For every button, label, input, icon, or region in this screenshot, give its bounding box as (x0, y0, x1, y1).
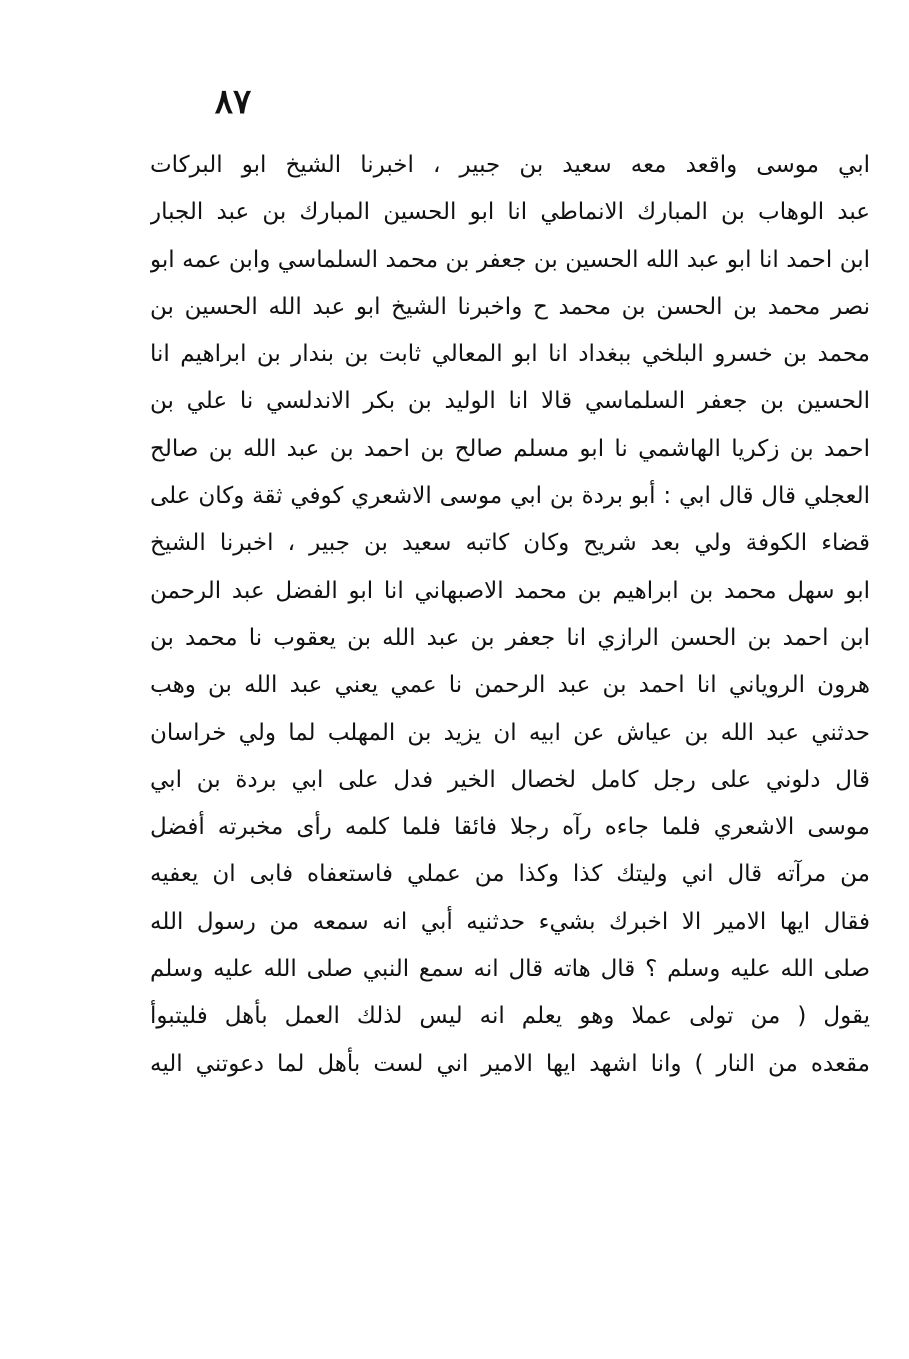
text-line: محمد بن خسرو البلخي ببغداد انا ابو المعالي ثابت بن بندار بن ابراهيم انا (150, 341, 870, 368)
text-line: ابن احمد بن الحسن الرازي انا جعفر بن عبد الله بن يعقوب نا محمد بن (150, 624, 870, 651)
text-line: قضاء الكوفة ولي بعد شريح وكان كاتبه سعيد بن جبير ، اخبرنا الشيخ (150, 530, 870, 557)
page-number: ٨٧ (214, 82, 252, 122)
text-line: حدثني عبد الله بن عياش عن ابيه ان يزيد بن المهلب لما ولي خراسان (150, 719, 870, 746)
text-line: من مرآته قال اني وليتك كذا وكذا من عملي فاستعفاه فابى ان يعفيه (150, 861, 870, 888)
text-line: ابي موسى واقعد معه سعيد بن جبير ، اخبرنا الشيخ ابو البركات (150, 152, 870, 178)
text-line: ابن احمد انا ابو عبد الله الحسين بن جعفر بن محمد السلماسي وابن عمه ابو (150, 246, 870, 273)
text-line: عبد الوهاب بن المبارك الانماطي انا ابو الحسين المبارك بن عبد الجبار (150, 199, 870, 226)
text-line: هرون الروياني انا احمد بن عبد الرحمن نا عمي يعني عبد الله بن وهب (150, 672, 870, 699)
text-line: نصر محمد بن الحسن بن محمد ح واخبرنا الشيخ ابو عبد الله الحسين بن (150, 293, 870, 320)
text-line: ابو سهل محمد بن ابراهيم بن محمد الاصبهاني انا ابو الفضل عبد الرحمن (150, 577, 870, 604)
text-line: الحسين بن جعفر السلماسي قالا انا الوليد بن بكر الاندلسي نا علي بن (150, 388, 870, 415)
arabic-text-body (150, 142, 870, 1088)
text-line: صلى الله عليه وسلم ؟ قال هاته قال انه سمع النبي صلى الله عليه وسلم (150, 956, 870, 983)
text-line: يقول ( من تولى عملا وهو يعلم انه ليس لذلك العمل بأهل فليتبوأ (150, 1003, 870, 1030)
text-line: احمد بن زكريا الهاشمي نا ابو مسلم صالح بن احمد بن عبد الله بن صالح (150, 435, 870, 462)
text-line: العجلي قال قال ابي : أبو بردة بن ابي موسى الاشعري كوفي ثقة وكان على (150, 483, 870, 510)
text-line: مقعده من النار ) وانا اشهد ايها الامير اني لست بأهل لما دعوتني اليه (150, 1050, 870, 1077)
text-line: موسى الاشعري فلما جاءه رآه رجلا فائقا فلما كلمه رأى مخبرته أفضل (150, 814, 870, 841)
text-line: قال دلوني على رجل كامل لخصال الخير فدل على ابي بردة بن ابي (150, 766, 870, 793)
text-line: فقال ايها الامير الا اخبرك بشيء حدثنيه أبي انه سمعه من رسول الله (150, 908, 870, 935)
